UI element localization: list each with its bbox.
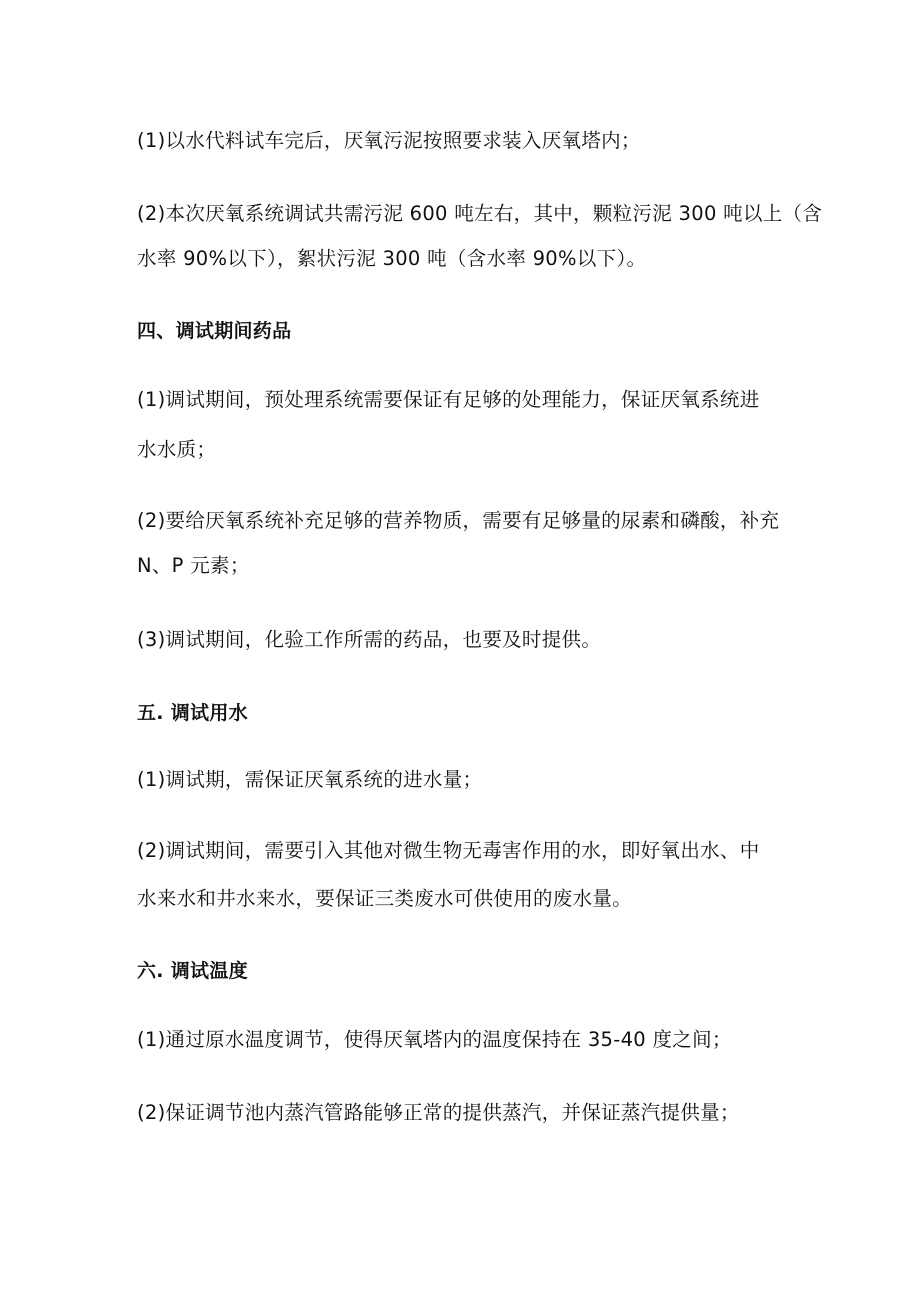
paragraph-water-sources-line-1: (2)调试期间，需要引入其他对微生物无毒害作用的水，即好氧出水、中 bbox=[137, 839, 760, 862]
paragraph-sludge-quantity-line-1: (2)本次厌氧系统调试共需污泥 600 吨左右，其中，颗粒污泥 300 吨以上（含 bbox=[137, 202, 823, 225]
section-heading-chemicals: 四、调试期间药品 bbox=[137, 320, 292, 342]
paragraph-steam-supply: (2)保证调节池内蒸汽管路能够正常的提供蒸汽，并保证蒸汽提供量； bbox=[137, 1101, 740, 1124]
paragraph-nutrients-line-1: (2)要给厌氧系统补充足够的营养物质，需要有足够量的尿素和磷酸，补充 bbox=[137, 509, 780, 532]
paragraph-temperature-control: (1)通过原水温度调节，使得厌氧塔内的温度保持在 35-40 度之间； bbox=[137, 1028, 732, 1051]
paragraph-water-sources-line-2: 水来水和井水来水，要保证三类废水可供使用的废水量。 bbox=[137, 887, 633, 910]
paragraph-nutrients-line-2: N、P 元素； bbox=[137, 554, 250, 577]
paragraph-pretreatment-line-2: 水水质； bbox=[137, 438, 217, 461]
paragraph-sludge-loading: (1)以水代料试车完后，厌氧污泥按照要求装入厌氧塔内； bbox=[137, 129, 641, 152]
section-heading-water: 五. 调试用水 bbox=[137, 702, 248, 724]
paragraph-pretreatment-line-1: (1)调试期间，预处理系统需要保证有足够的处理能力，保证厌氧系统进 bbox=[137, 388, 760, 411]
paragraph-water-inflow: (1)调试期，需保证厌氧系统的进水量； bbox=[137, 768, 483, 791]
section-heading-temperature: 六. 调试温度 bbox=[137, 960, 248, 982]
paragraph-sludge-quantity-line-2: 水率 90%以下），絮状污泥 300 吨（含水率 90%以下）。 bbox=[137, 247, 647, 270]
paragraph-lab-chemicals: (3)调试期间，化验工作所需的药品，也要及时提供。 bbox=[137, 628, 602, 651]
